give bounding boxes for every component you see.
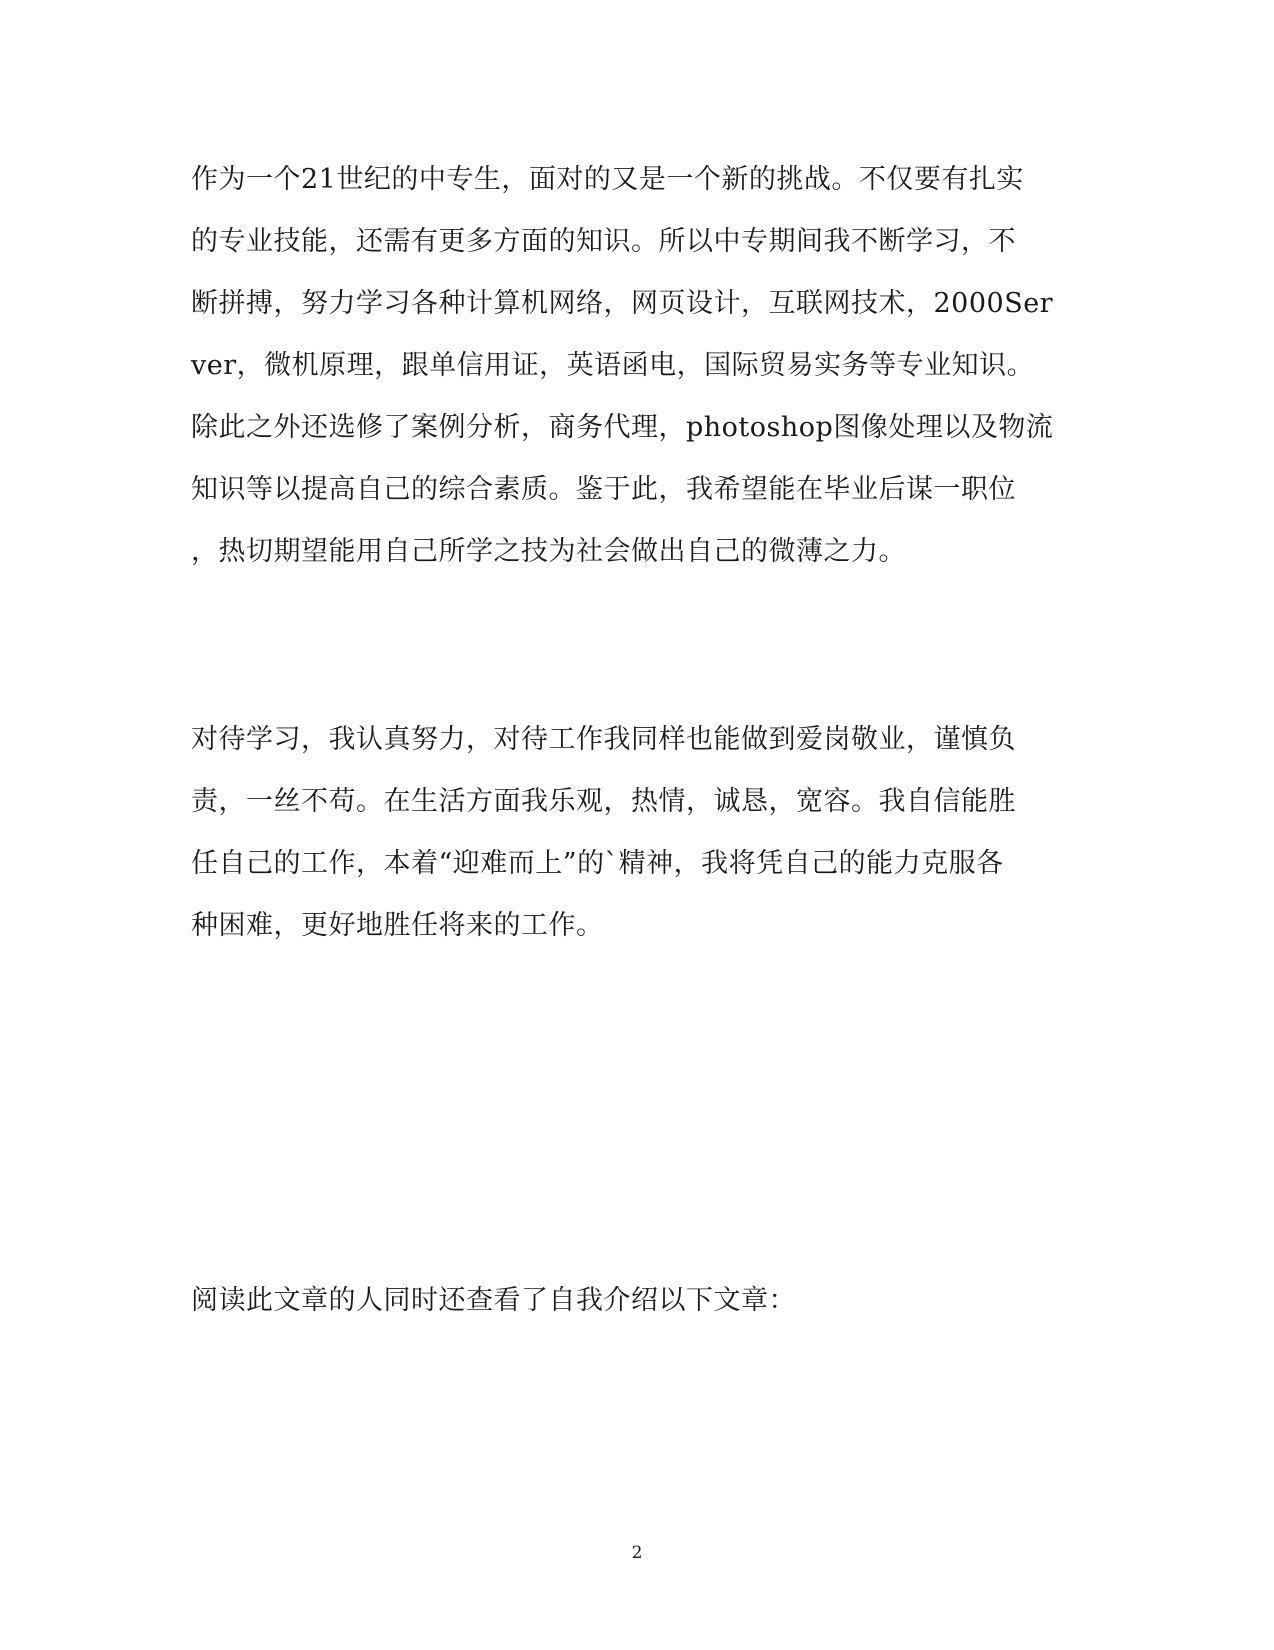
paragraph-2-line-4: 种困难，更好地胜任将来的工作。 <box>191 910 604 941</box>
related-articles-heading: 阅读此文章的人同时还查看了自我介绍以下文章： <box>191 1285 796 1316</box>
paragraph-1-line-1: 作为一个21世纪的中专生，面对的又是一个新的挑战。不仅要有扎实 <box>191 164 1024 195</box>
paragraph-1-line-6: 知识等以提高自己的综合素质。鉴于此，我希望能在毕业后谋一职位 <box>191 474 1016 505</box>
paragraph-2-line-2: 责，一丝不苟。在生活方面我乐观，热情，诚恳，宽容。我自信能胜 <box>191 786 1016 817</box>
paragraph-1-line-5: 除此之外还选修了案例分析，商务代理，photoshop图像处理以及物流 <box>191 412 1054 443</box>
paragraph-1-line-4: ver，微机原理，跟单信用证，英语函电，国际贸易实务等专业知识。 <box>191 350 1035 381</box>
paragraph-2-line-3: 任自己的工作，本着“迎难而上”的`精神，我将凭自己的能力克服各 <box>191 848 1004 879</box>
paragraph-1-line-2: 的专业技能，还需有更多方面的知识。所以中专期间我不断学习，不 <box>191 226 1016 257</box>
paragraph-1-line-7: ，热切期望能用自己所学之技为社会做出自己的微薄之力。 <box>191 536 906 567</box>
paragraph-2-line-1: 对待学习，我认真努力，对待工作我同样也能做到爱岗敬业，谨慎负 <box>191 724 1016 755</box>
paragraph-1-line-3: 断拼搏，努力学习各种计算机网络，网页设计，互联网技术，2000Ser <box>191 288 1054 319</box>
page-number: 2 <box>631 1543 643 1563</box>
